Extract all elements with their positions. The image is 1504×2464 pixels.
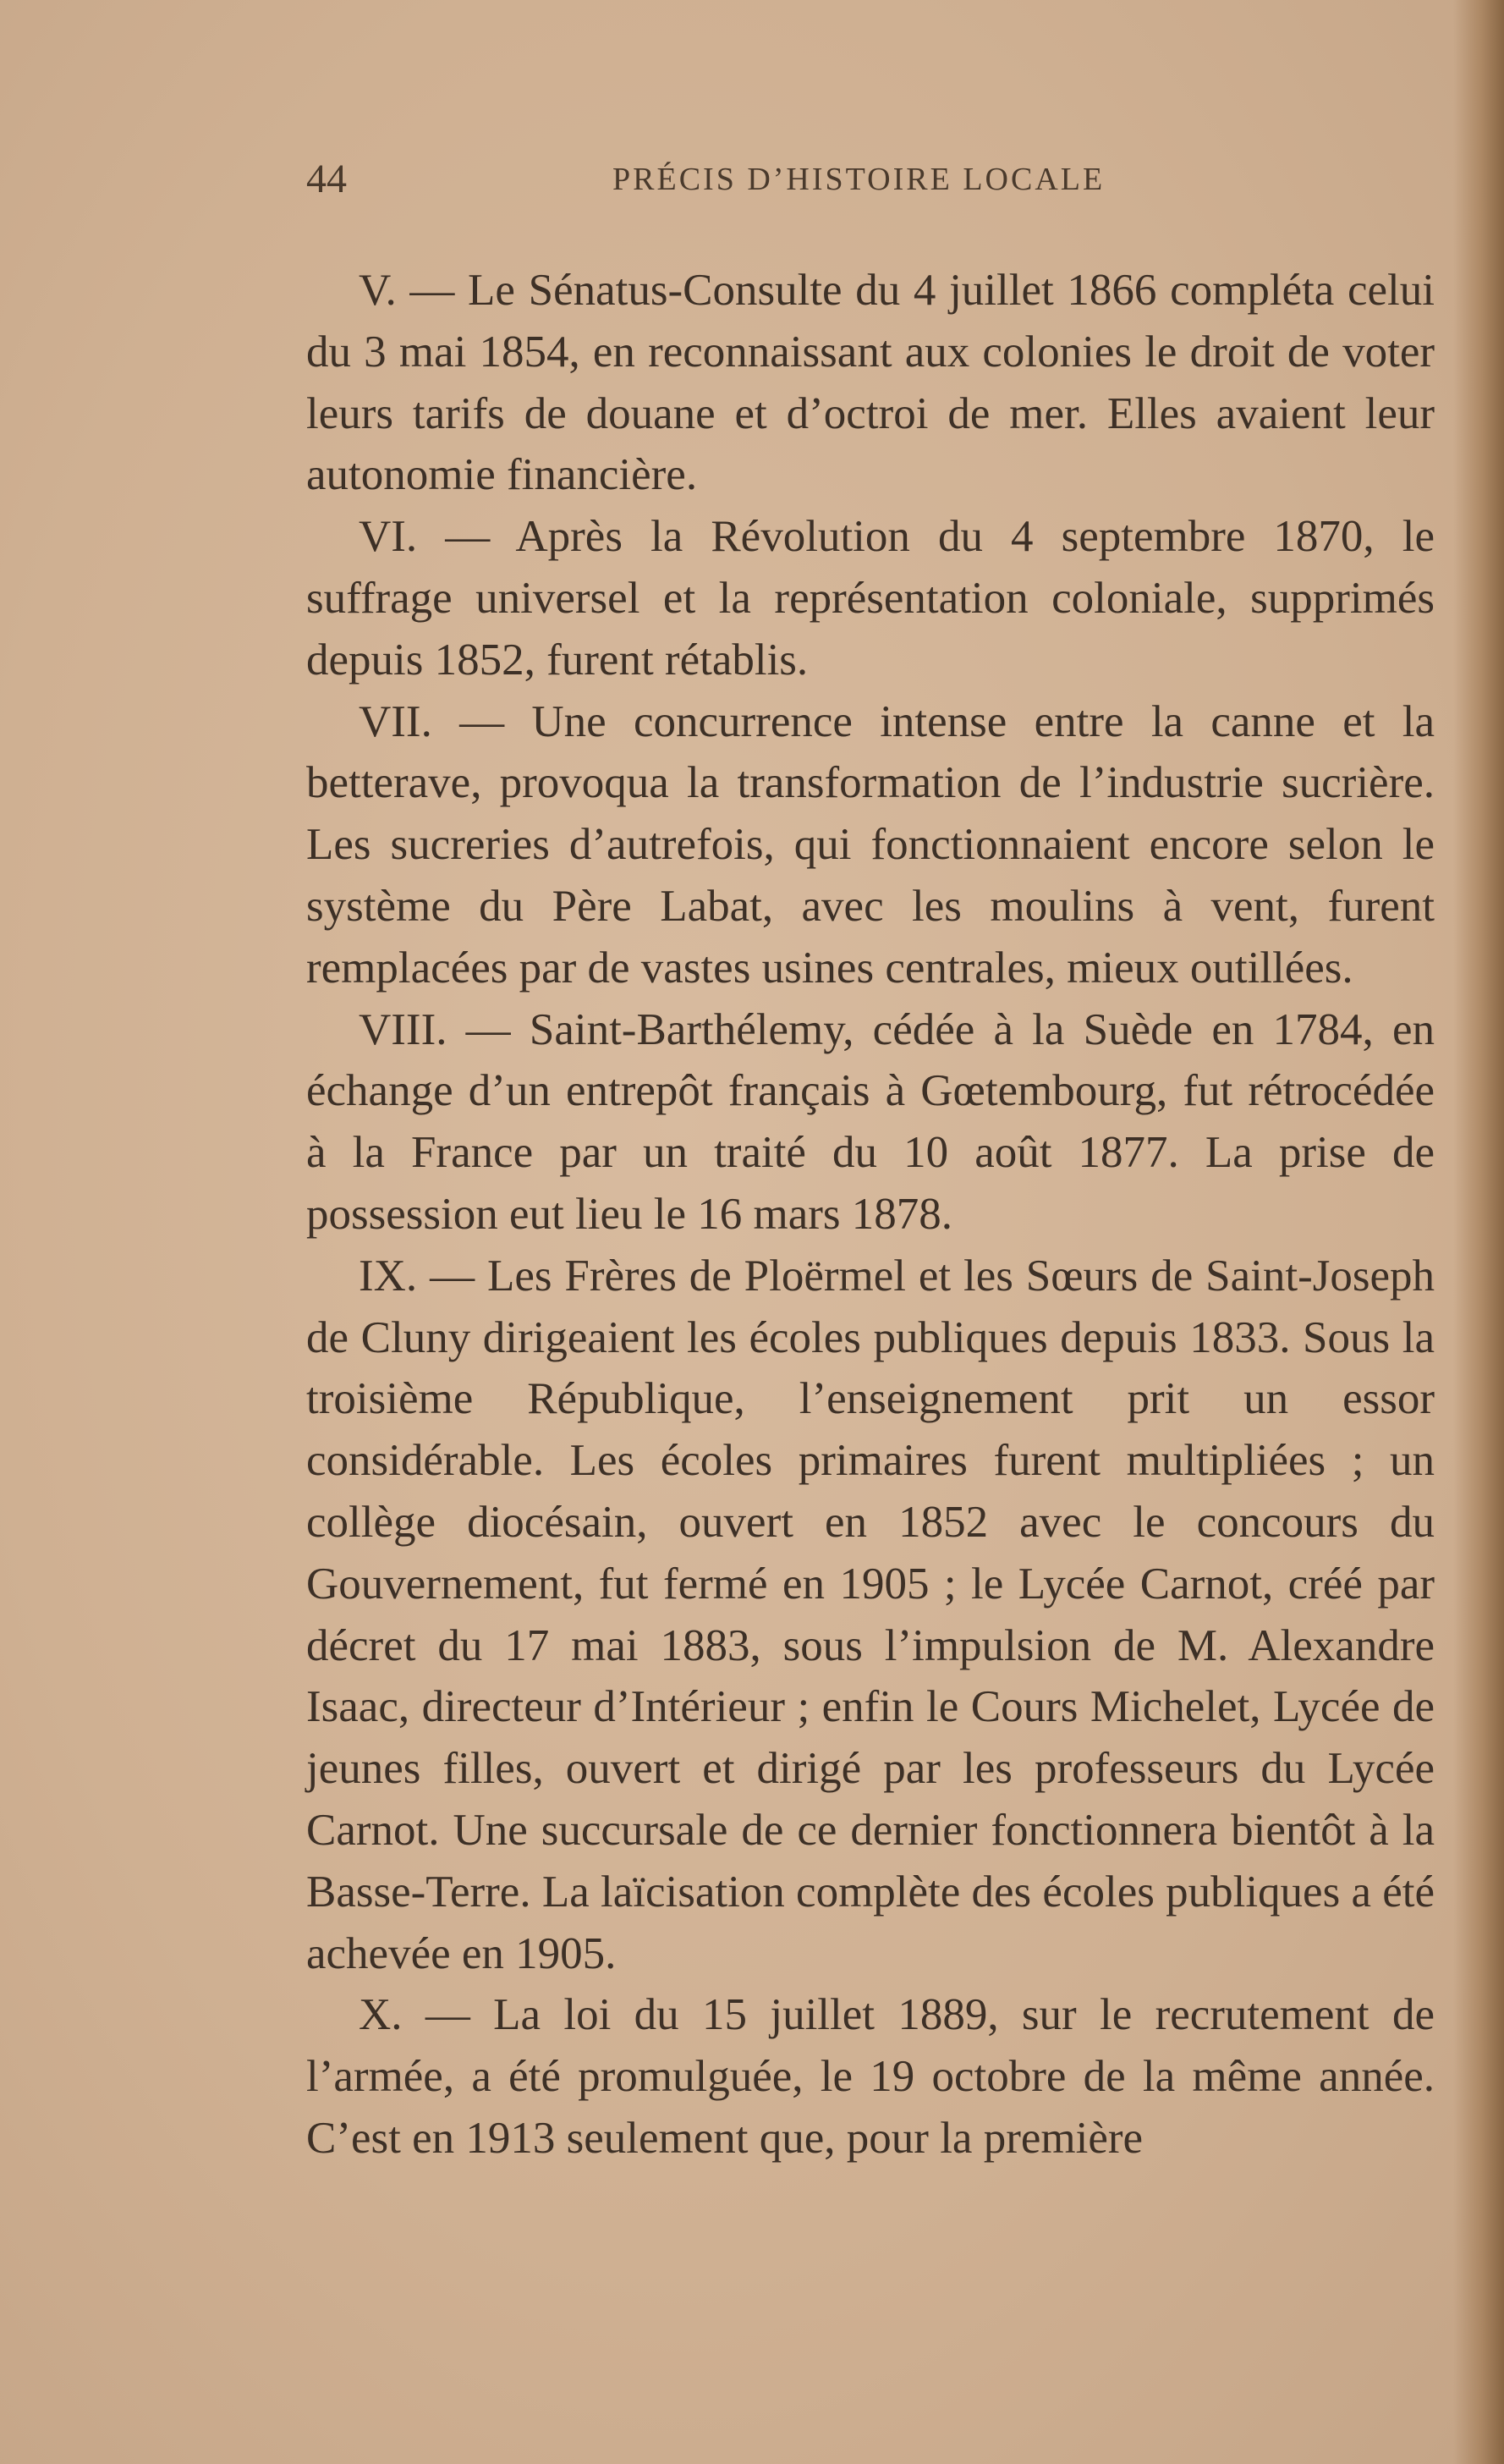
running-head: PRÉCIS D’HISTOIRE LOCALE	[612, 162, 1106, 197]
page-edge-shadow	[1453, 0, 1504, 2464]
paragraph-ix: IX. — Les Frères de Ploërmel et les Sœurs de Saint-Joseph de Cluny dirigeaient les écoles publiques depuis 1833. Sous la troisième République, l’enseignement prit un essor considérable. Les écoles primaires furent multipliées ; un collège diocésain, ouvert en 1852 avec le concours du Gouvernement, fut fermé en 1905 ; le Lycée Carnot, créé par décret du 17 mai 1883, sous l’impulsion de M. Alexandre Isaac, directeur d’Intérieur ; enfin le Cours Michelet, Lycée de jeunes filles, ouvert et dirigé par les professeurs du Lycée Carnot. Une succursale de ce dernier fonctionnera bientôt à la Basse-Terre. La laïcisation complète des écoles publiques a été achevée en 1905.	[306, 1251, 1435, 1978]
paragraph-vi: VI. — Après la Révolution du 4 septembre 1870, le suffrage universel et la représentation coloniale, supprimés depuis 1852, furent rétablis.	[306, 512, 1435, 685]
page-header	[306, 154, 1152, 205]
body-text	[306, 260, 1435, 2170]
paragraph-vii: VII. — Une concurrence intense entre la canne et la betterave, provoqua la transformation de l’industrie sucrière. Les sucreries d’autrefois, qui fonctionnaient encore selon le système du Père Labat, avec les moulins à vent, furent remplacées par de vastes usines centrales, mieux outillées.	[306, 696, 1435, 993]
paragraph-x: X. — La loi du 15 juillet 1889, sur le recrutement de l’armée, a été promulguée, le 19 octobre de la même année. C’est en 1913 seulement que, pour la première	[306, 1990, 1435, 2163]
paragraph-v: V. — Le Sénatus-Consulte du 4 juillet 1866 compléta celui du 3 mai 1854, en reconnaissant aux colonies le droit de voter leurs tarifs de douane et d’octroi de mer. Elles avaient leur autonomie financière.	[306, 266, 1435, 500]
paragraph-viii: VIII. — Saint-Barthélemy, cédée à la Suède en 1784, en échange d’un entrepôt français à Gœtembourg, fut rétrocédée à la France par un traité du 10 août 1877. La prise de possession eut lieu le 16 mars 1878.	[306, 1004, 1435, 1239]
page-number: 44	[306, 157, 347, 201]
